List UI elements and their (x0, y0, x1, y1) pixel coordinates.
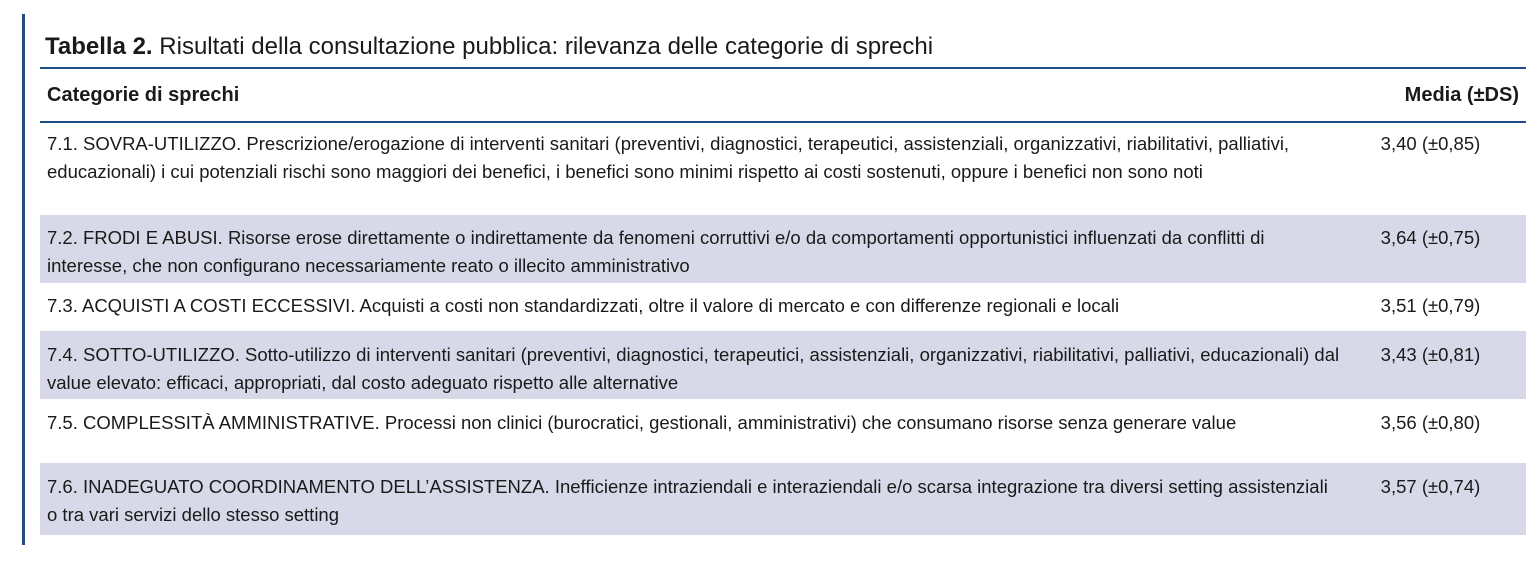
header-mean: Media (±DS) (1404, 83, 1519, 106)
row-mean: 3,43 (±0,81) (1380, 344, 1481, 365)
table-row (40, 331, 1526, 399)
row-mean: 3,40 (±0,85) (1380, 133, 1481, 154)
row-mean: 3,51 (±0,79) (1380, 295, 1481, 316)
row-category: 7.6. INADEGUATO COORDINAMENTO DELL’ASSISTENZA. Inefficienze intraziendali e interaziendali e/o scarsa integrazione tra diversi setting assistenziali o tra vari servizi dello stesso setting (47, 476, 1328, 525)
row-category: 7.5. COMPLESSITÀ AMMINISTRATIVE. Processi non clinici (burocratici, gestionali, amministrativi) che consumano risorse senza generare value (47, 412, 1237, 433)
header-category: Categorie di sprechi (47, 83, 240, 106)
row-category: 7.2. FRODI E ABUSI. Risorse erose direttamente o indirettamente da fenomeni corruttivi e/o da comportamenti opportunistici influenzati da conflitti di interesse, che non configurano necessariamente reato o illecito amministrativo (47, 227, 1265, 276)
table-caption (45, 32, 933, 62)
row-mean: 3,64 (±0,75) (1380, 227, 1481, 248)
waste-categories-table (40, 67, 1526, 535)
table-frame (22, 14, 1519, 545)
table-row (40, 123, 1526, 215)
row-mean: 3,56 (±0,80) (1380, 412, 1481, 433)
table-row (40, 399, 1526, 463)
table-row (40, 215, 1526, 283)
row-category: 7.1. SOVRA-UTILIZZO. Prescrizione/erogazione di interventi sanitari (preventivi, diagnostici, terapeutici, assistenziali, organizzativi, riabilitativi, palliativi, educazionali) i cui potenziali rischi sono maggiori dei benefici, i benefici sono minimi rispetto ai costi sostenuti, oppure i benefici non sono noti (47, 133, 1290, 182)
caption-label: Tabella 2. (45, 33, 153, 60)
table-row (40, 283, 1526, 331)
table-header-row (40, 69, 1526, 123)
caption-text: Risultati della consultazione pubblica: rilevanza delle categorie di sprechi (159, 33, 934, 60)
row-category: 7.3. ACQUISTI A COSTI ECCESSIVI. Acquisti a costi non standardizzati, oltre il valore di mercato e con differenze regionali e locali (47, 295, 1120, 316)
table-row (40, 463, 1526, 535)
row-category: 7.4. SOTTO-UTILIZZO. Sotto-utilizzo di interventi sanitari (preventivi, diagnostici, terapeutici, assistenziali, organizzativi, riabilitativi, palliativi, educazionali) dal value elevato: efficaci, appropriati, dal costo adeguato rispetto alle alternative (47, 344, 1340, 393)
row-mean: 3,57 (±0,74) (1380, 476, 1481, 497)
